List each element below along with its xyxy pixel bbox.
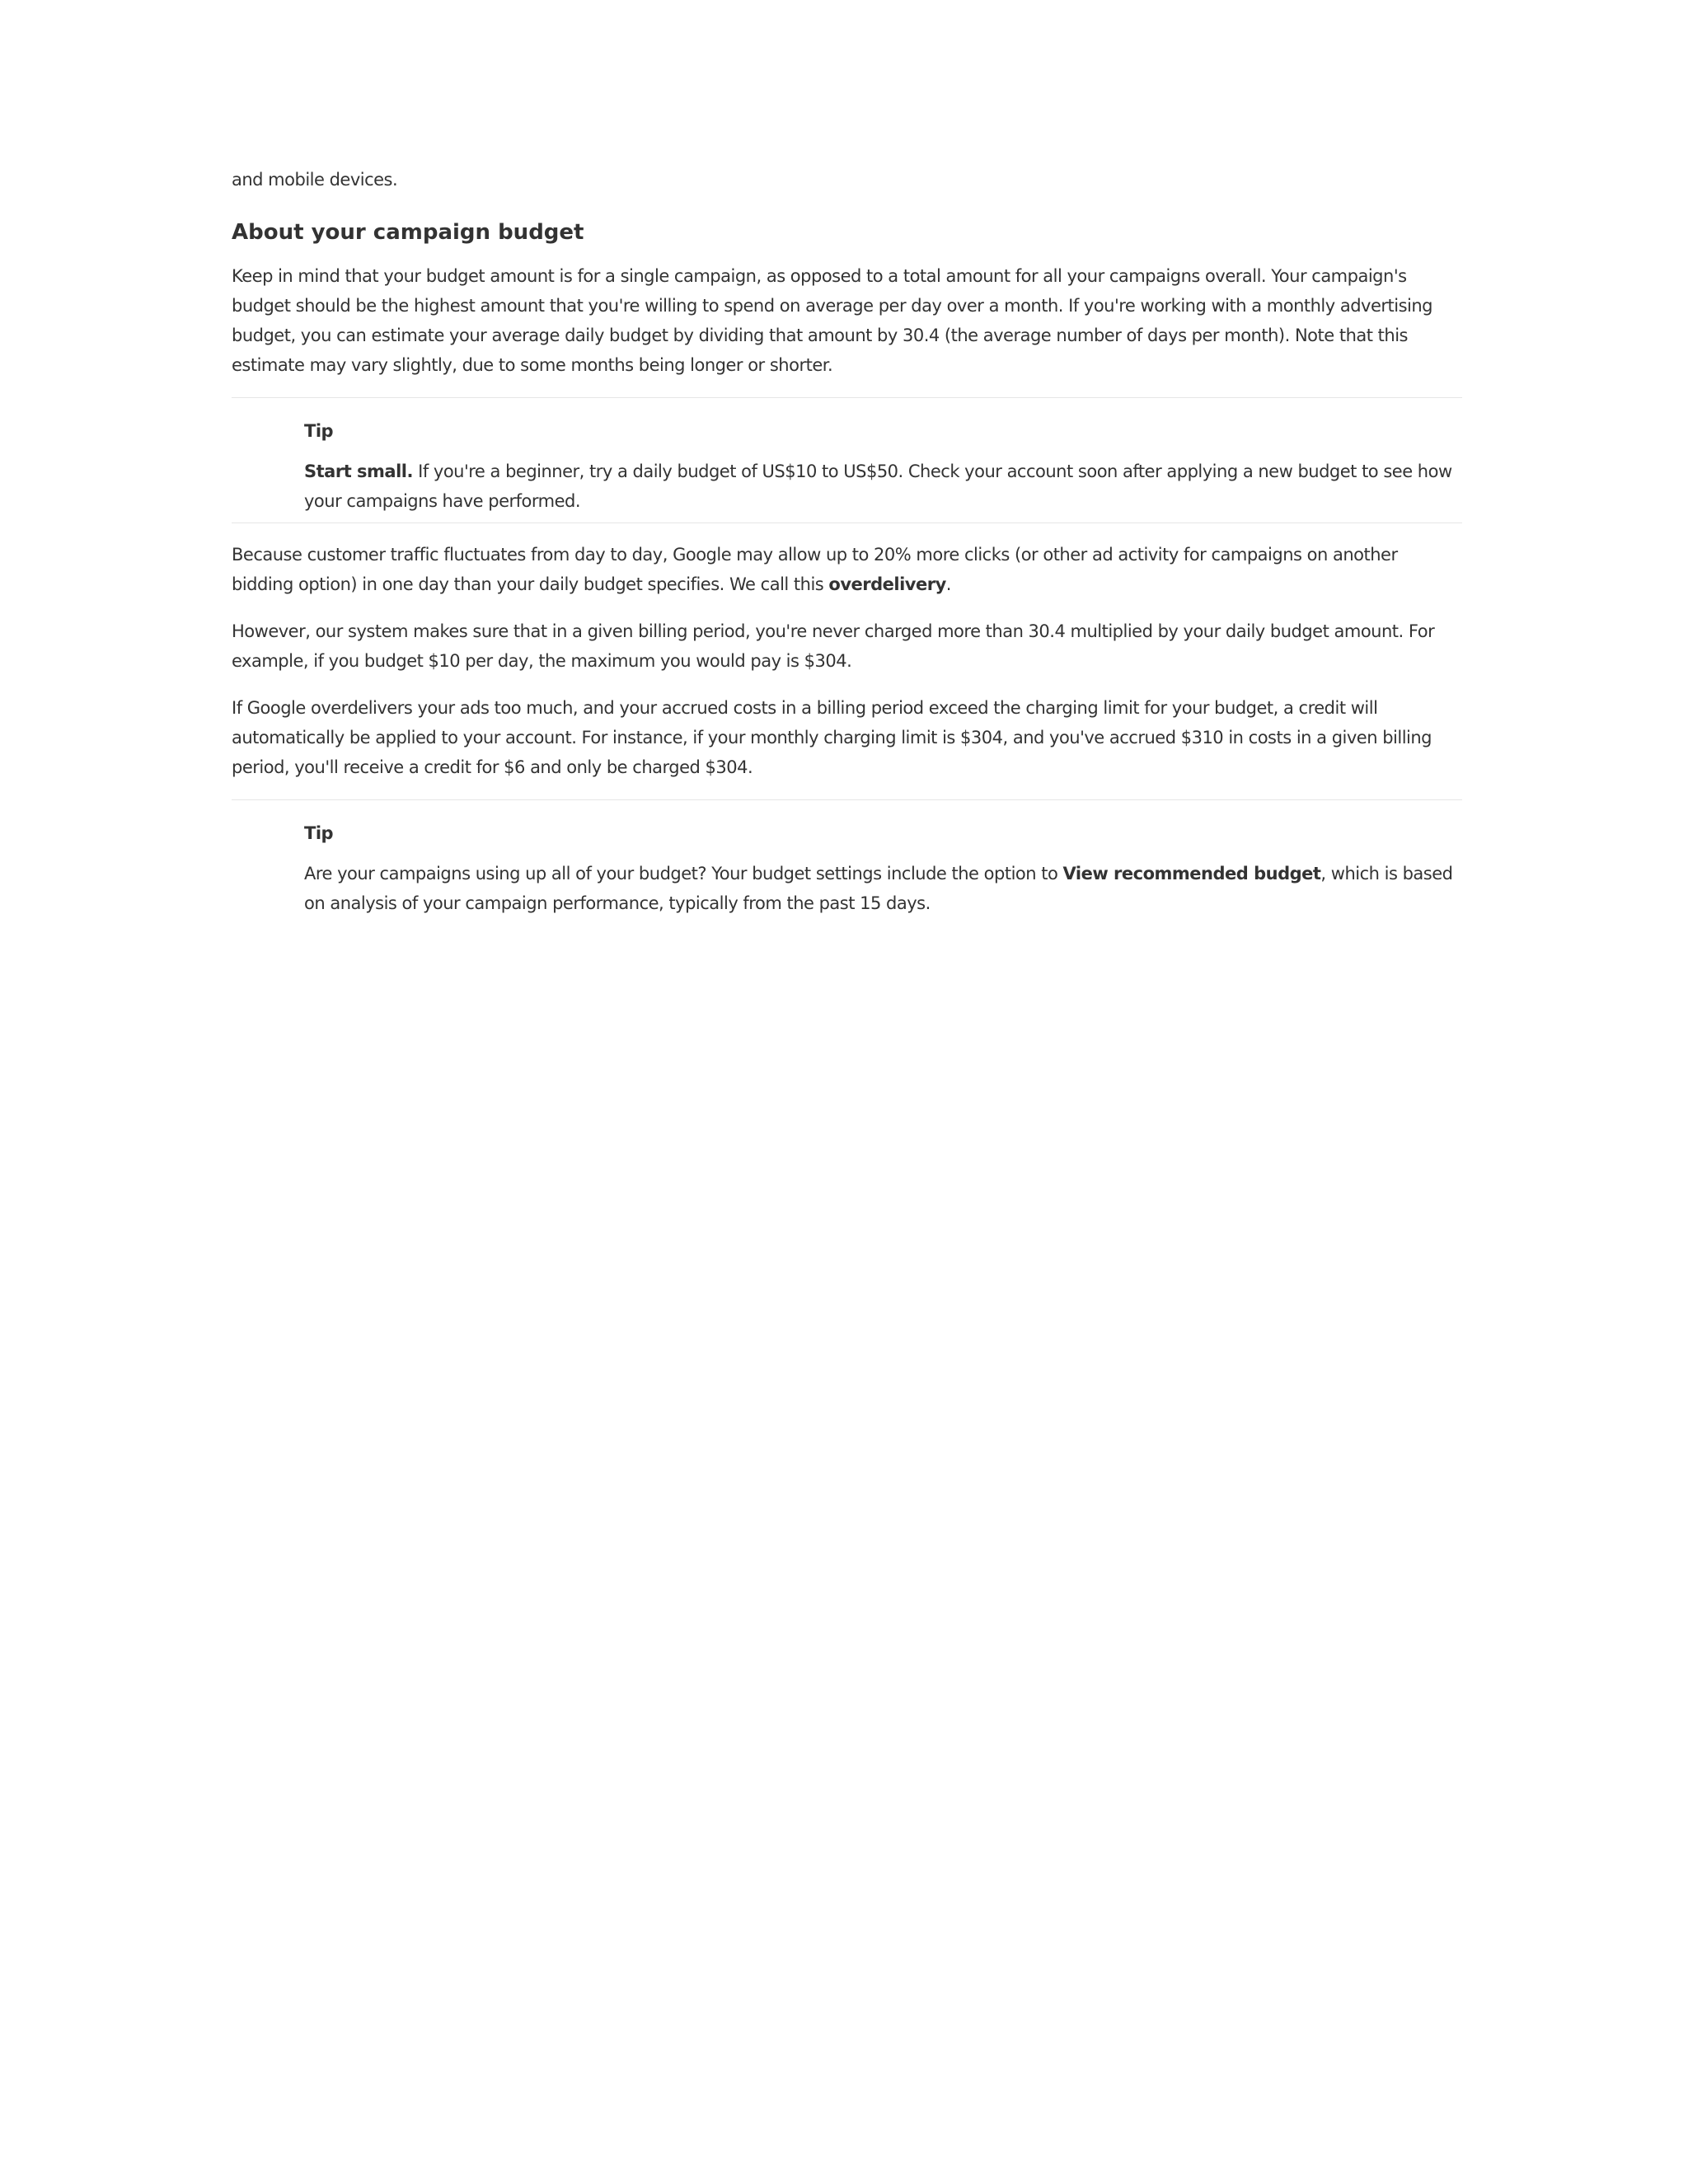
tip-box-recommended-budget	[232, 799, 1462, 925]
tip-title: Tip	[304, 823, 334, 843]
credit-paragraph: If Google overdelivers your ads too much, and your accrued costs in a billing period exceed the charging limit for your budget, a credit will automatically be applied to your account. For instance, if your monthly charging limit is $304, and you've accrued $310 in costs in a given billing period, you'll receive a credit for $6 and only be charged $304.	[232, 698, 1432, 777]
overdelivery-end: .	[945, 574, 951, 594]
budget-paragraph: Keep in mind that your budget amount is for a single campaign, as opposed to a total amount for all your campaigns overall. Your campaign's budget should be the highest amount that you're willing to spend on average per day over a month. If you're working with a monthly advertising budget, you can estimate your average daily budget by dividing that amount by 30.4 (the average number of days per month). Note that this estimate may vary slightly, due to some months being longer or shorter.	[232, 266, 1433, 375]
section-heading: About your campaign budget	[232, 220, 584, 245]
tip-box-start-small	[232, 397, 1462, 523]
overdelivery-text: Because customer traffic fluctuates from day to day, Google may allow up to 20% more clicks (or other ad activity for campaigns on another bidding option) in one day than your daily budget specifies. We call this	[232, 545, 1398, 594]
tip-text	[304, 457, 1462, 516]
tip-body: If you're a beginner, try a daily budget of US$10 to US$50. Check your account soon after applying a new budget to see how your campaigns have performed.	[304, 462, 1452, 511]
intro-fragment: and mobile devices.	[232, 170, 398, 190]
tip-body: Are your campaigns using up all of your budget? Your budget settings include the option to	[304, 864, 1063, 883]
article-content	[232, 165, 1462, 941]
tip-bold-lead: Start small.	[304, 462, 413, 481]
billing-paragraph: However, our system makes sure that in a given billing period, you're never charged more than 30.4 multiplied by your daily budget amount. For example, if you budget $10 per day, the maximum you would pay is $304.	[232, 621, 1435, 671]
tip-body-end: , which is based on analysis of your campaign performance, typically from the past 15 days.	[304, 864, 1453, 913]
tip-text	[304, 859, 1462, 918]
tip-title: Tip	[304, 421, 334, 441]
overdelivery-paragraph	[232, 540, 1462, 599]
overdelivery-term: overdelivery	[828, 574, 946, 594]
recommended-budget-term: View recommended budget	[1062, 864, 1321, 883]
